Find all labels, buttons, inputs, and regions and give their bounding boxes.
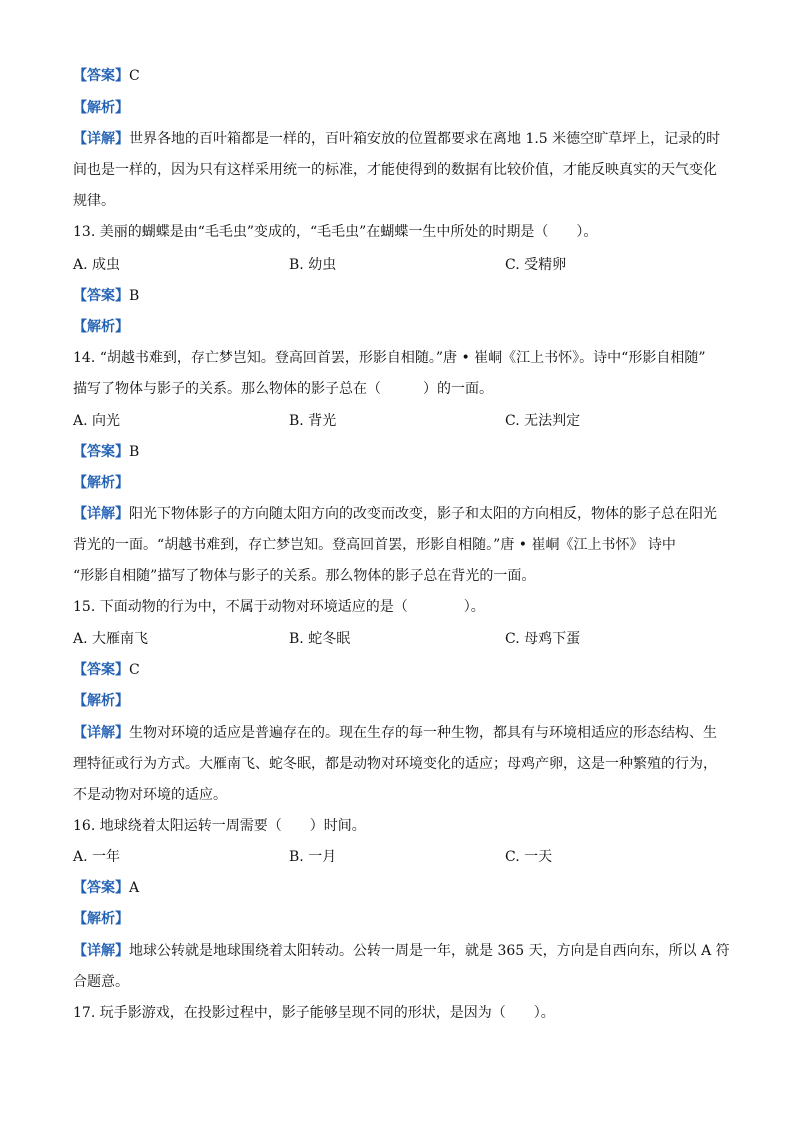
detail-label: 【详解】 — [73, 506, 129, 522]
detail-line-16-1 — [73, 941, 730, 961]
detail-label: 【详解】 — [73, 725, 129, 741]
q15-option-a: A. 大雁南飞 — [73, 631, 149, 647]
question-13: 13. 美丽的蝴蝶是由“毛毛虫”变成的，“毛毛虫”在蝴蝶一生中所处的时期是（ ）。 — [73, 224, 598, 240]
detail-line-16-2: 合题意。 — [73, 974, 129, 990]
detail-text: 世界各地的百叶箱都是一样的，百叶箱安放的位置都要求在离地 1.5 米德空旷草坪上，记录的时 — [129, 131, 721, 147]
q14-option-c: C. 无法判定 — [505, 413, 581, 429]
question-14-line-2: 描写了物体与影子的关系。那么物体的影子总在（ ）的一面。 — [73, 381, 493, 397]
analysis-line-15 — [73, 691, 129, 711]
q14-option-b: B. 背光 — [289, 413, 337, 429]
detail-line-14-2: 背光的一面。“胡越书难到，存亡梦岂知。登高回首罢，形影自相随。”唐 • 崔峒《江上书怀》 诗中 — [73, 537, 676, 553]
answer-line-12 — [73, 66, 140, 86]
detail-text: 阳光下物体影子的方向随太阳方向的改变而改变，影子和太阳的方向相反，物体的影子总在阳光 — [129, 506, 717, 522]
detail-line-15-3: 不是动物对环境的适应。 — [73, 787, 227, 803]
analysis-label: 【解析】 — [73, 475, 129, 491]
q13-option-b: B. 幼虫 — [289, 257, 337, 273]
analysis-line-16 — [73, 909, 129, 929]
answer-value: A — [129, 880, 140, 896]
q15-option-c: C. 母鸡下蛋 — [505, 631, 581, 647]
q13-option-a: A. 成虫 — [73, 257, 121, 273]
analysis-line-13 — [73, 317, 129, 337]
answer-line-15 — [73, 660, 140, 680]
answer-value: B — [129, 288, 140, 304]
answer-label: 【答案】 — [73, 68, 129, 84]
detail-label: 【详解】 — [73, 131, 129, 147]
q13-option-c: C. 受精卵 — [505, 257, 567, 273]
detail-line-12-1 — [73, 129, 720, 149]
detail-label: 【详解】 — [73, 943, 129, 959]
detail-line-12-3: 规律。 — [73, 193, 115, 209]
answer-value: C — [129, 68, 140, 84]
analysis-line-12 — [73, 98, 129, 118]
analysis-line-14 — [73, 473, 129, 493]
q15-option-b: B. 蛇冬眠 — [289, 631, 351, 647]
detail-line-15-1 — [73, 723, 717, 743]
answer-line-13 — [73, 286, 139, 306]
question-17: 17. 玩手影游戏，在投影过程中，影子能够呈现不同的形状，是因为（ ）。 — [73, 1005, 555, 1021]
detail-text: 生物对环境的适应是普遍存在的。现在生存的每一种生物，都具有与环境相适应的形态结构、生 — [129, 725, 717, 741]
answer-line-16 — [73, 878, 139, 898]
answer-line-14 — [73, 442, 139, 462]
question-16: 16. 地球绕着太阳运转一周需要（ ）时间。 — [73, 818, 366, 834]
q16-option-c: C. 一天 — [505, 849, 553, 865]
q14-option-a: A. 向光 — [73, 413, 121, 429]
answer-label: 【答案】 — [73, 662, 129, 678]
detail-line-14-3: “形影自相随”描写了物体与影子的关系。那么物体的影子总在背光的一面。 — [73, 568, 536, 584]
detail-line-14-1 — [73, 504, 717, 524]
answer-value: B — [129, 444, 140, 460]
answer-value: C — [129, 662, 140, 678]
analysis-label: 【解析】 — [73, 319, 129, 335]
detail-line-12-2: 间也是一样的，因为只有这样采用统一的标准，才能使得到的数据有比较价值，才能反映真实的天气变化 — [73, 162, 717, 178]
analysis-label: 【解析】 — [73, 693, 129, 709]
analysis-label: 【解析】 — [73, 911, 129, 927]
answer-label: 【答案】 — [73, 880, 129, 896]
detail-text: 地球公转就是地球围绕着太阳转动。公转一周是一年，就是 365 天，方向是自西向东，所以 A 符 — [129, 943, 730, 959]
q16-option-b: B. 一月 — [289, 849, 337, 865]
answer-label: 【答案】 — [73, 444, 129, 460]
question-14-line-1: 14. “胡越书难到，存亡梦岂知。登高回首罢，形影自相随。”唐 • 崔峒《江上书怀》。诗中“形影自相随” — [73, 350, 706, 366]
analysis-label: 【解析】 — [73, 100, 129, 116]
answer-label: 【答案】 — [73, 288, 129, 304]
question-15: 15. 下面动物的行为中，不属于动物对环境适应的是（ ）。 — [73, 599, 485, 615]
q16-option-a: A. 一年 — [73, 849, 121, 865]
detail-line-15-2: 理特征或行为方式。大雁南飞、蛇冬眠，都是动物对环境变化的适应；母鸡产卵，这是一种繁殖的行为， — [73, 756, 717, 772]
